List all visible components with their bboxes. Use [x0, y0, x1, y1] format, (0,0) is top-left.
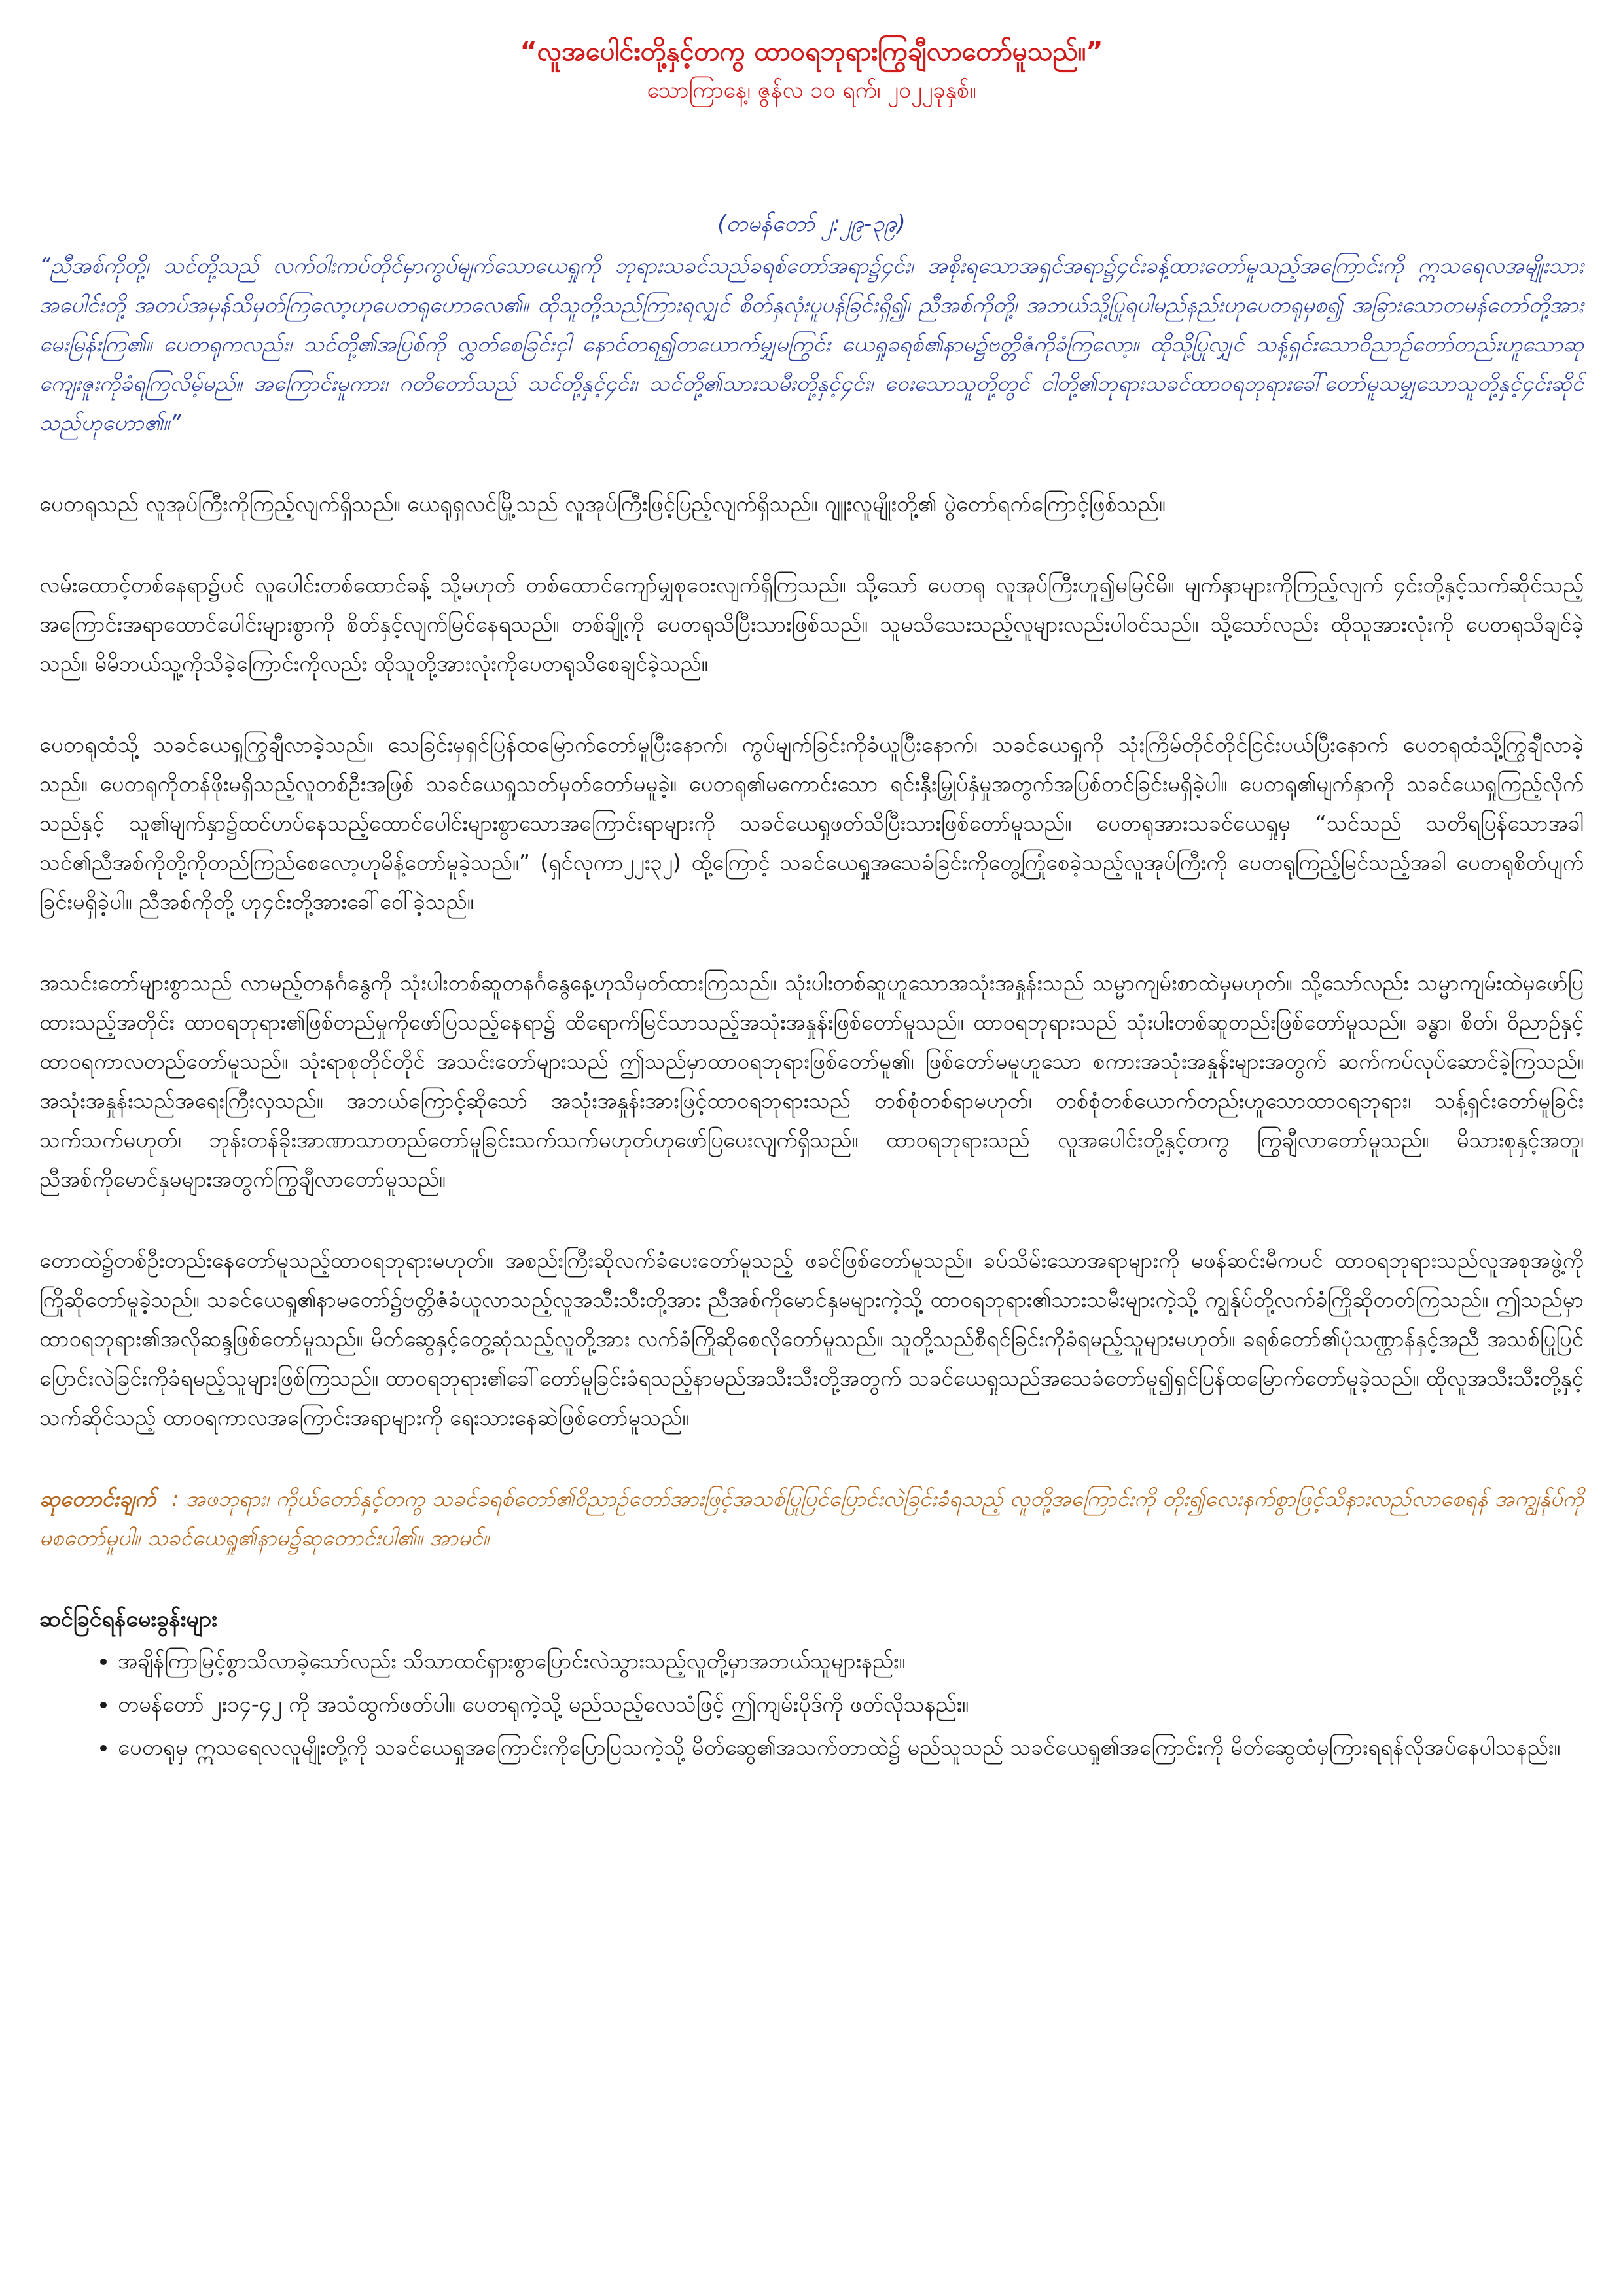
devotional-page: [39, 33, 1584, 1771]
question-item: • တမန်တော် ၂း၁၄-၄၂ ကို အသံထွက်ဖတ်ပါ။ ပေတရုကဲ့သို့ မည်သည့်လေသံဖြင့် ဤကျမ်းပိုဒ်ကို ဖတ်လိုသနည်း။: [118, 1685, 1584, 1724]
prayer-section: [39, 1479, 1584, 1558]
page-title: “လူအပေါင်းတို့နှင့်တကွ ထာဝရဘုရားကြွချီလာတော်မူသည်။”: [520, 37, 1103, 67]
scripture-text: “ညီအစ်ကိုတို့၊ သင်တို့သည် လက်ဝါးကပ်တိုင်မှာကွပ်မျက်သောယေရှုကို ဘုရားသခင်သည်ခရစ်တော်အရာ၌၄င်း၊ အစိုးရသောအရှင်အရာ၌၄င်းခန့်ထားတော်မူသည့်အကြောင်းကို ဣသရေလအမျိုးသားအပေါင်းတို့ အတပ်အမှန်သိမှတ်ကြလော့ဟုပေတရုဟောလေ၏။ ထိုသူတို့သည်ကြားရလျှင် စိတ်နှလုံးပူပန်ခြင်းရှိ၍၊ ညီအစ်ကိုတို့၊ အဘယ်သို့ပြုရပါမည်နည်းဟုပေတရုမှစ၍ အခြားသောတမန်တော်တို့အားမေးမြန်းကြ၏။ ပေတရုကလည်း၊ သင်တို့၏အပြစ်ကို လွှတ်စေခြင်းငှါ နောင်တရ၍တယောက်မျှမကြွင်း ယေရှုခရစ်၏နာမ၌ဗတ္တိဇံကိုခံကြလော့။ ထိုသို့ပြုလျှင် သန့်ရှင်းသောဝိညာဉ်တော်တည်းဟူသောဆုကျေးဇူးကိုခံရကြလိမ့်မည်။ အကြောင်းမူကား၊ ဂတိတော်သည် သင်တို့နှင့်၄င်း၊ သင်တို့၏သားသမီးတို့နှင့်၄င်း၊ ဝေးသောသူတို့တွင် ငါတို့၏ဘုရားသခင်ထာဝရဘုရားခေါ်တော်မူသမျှသောသူတို့နှင့်၄င်းဆိုင်သည်ဟုဟော၏။”: [39, 253, 1584, 435]
question-item: • ပေတရုမှ ဣသရေလလူမျိုးတို့ကို သခင်ယေရှုအကြောင်းကိုပြောပြသကဲ့သို့ မိတ်ဆွေ၏အသက်တာထဲ၌ မည်သူသည် သခင်ယေရှု၏အကြောင်းကို မိတ်ဆွေထံမှကြားရရန်လိုအပ်နေပါသနည်း။: [118, 1728, 1584, 1767]
prayer-text: : အဖဘုရား၊ ကိုယ်တော်နှင့်တကွ သခင်ခရစ်တော်၏ဝိညာဉ်တော်အားဖြင့်အသစ်ပြုပြင်ပြောင်းလဲခြင်းခံရသည့် လူတို့အကြောင်းကို တိုး၍လေးနက်စွာဖြင့်သိနားလည်လာစေရန် အကျွန်ုပ်ကိုမစတော်မူပါ။ သခင်ယေရှု၏နာမ၌ဆုတောင်းပါ၏။ အာမင်။: [39, 1486, 1584, 1551]
scripture-reference: (တမန်တော် ၂:၂၉-၃၉): [717, 211, 906, 237]
prayer-label: ဆုတောင်းချက်: [39, 1486, 156, 1511]
body-paragraph-5: တောထဲ၌တစ်ဦးတည်းနေတော်မူသည့်ထာဝရဘုရားမဟုတ်။ အစည်းကြီးဆိုလက်ခံပေးတော်မူသည့် ဖခင်ဖြစ်တော်မူသည်။ ခပ်သိမ်းသောအရာများကို မဖန်ဆင်းမီကပင် ထာဝရဘုရားသည်လူအစုအဖွဲ့ကိုကြိုဆိုတော်မူခဲ့သည်။ သခင်ယေရှု၏နာမတော်၌ဗတ္တိဇံခံယူလာသည့်လူအသီးသီးတို့အား ညီအစ်ကိုမောင်နှမများကဲ့သို့ ထာဝရဘုရား၏သားသမီးများကဲ့သို့ ကျွန်ုပ်တို့လက်ခံကြိုဆိုတတ်ကြသည်။ ဤသည်မှာ ထာဝရဘုရား၏အလိုဆန္ဒဖြစ်တော်မူသည်။ မိတ်ဆွေနှင့်တွေ့ဆုံသည့်လူတို့အား လက်ခံကြိုဆိုစေလိုတော်မူသည်။ သူတို့သည်စီရင်ခြင်းကိုခံရမည့်သူများမဟုတ်။ ခရစ်တော်၏ပုံသဏ္ဌာန်နှင့်အညီ အသစ်ပြုပြင်ပြောင်းလဲခြင်းကိုခံရမည့်သူများဖြစ်ကြသည်။ ထာဝရဘုရား၏ခေါ်တော်မူခြင်းခံရသည့်နာမည်အသီးသီးတို့အတွက် သခင်ယေရှုသည်အသေခံတော်မူ၍ရှင်ပြန်ထမြောက်တော်မူခဲ့သည်။ ထိုလူအသီးသီးတို့နှင့်သက်ဆိုင်သည့် ထာဝရကာလအကြောင်းအရာများကို ရေးသားနေဆဲဖြစ်တော်မူသည်။: [39, 1247, 1584, 1430]
body-paragraph-4: အသင်းတော်များစွာသည် လာမည့်တနင်္ဂနွေကို သုံးပါးတစ်ဆူတနင်္ဂနွေနေ့ဟုသိမှတ်ထားကြသည်။ သုံးပါးတစ်ဆူဟူသောအသုံးအနှုန်းသည် သမ္မာကျမ်းစာထဲမှမဟုတ်။ သို့သော်လည်း သမ္မာကျမ်းထဲမှဖော်ပြထားသည့်အတိုင်း ထာဝရဘုရား၏ဖြစ်တည်မှုကိုဖော်ပြသည့်နေရာ၌ ထိရောက်မြင်သာသည့်အသုံးအနှုန်းဖြစ်တော်မူသည်။ ထာဝရဘုရားသည် သုံးပါးတစ်ဆူတည်းဖြစ်တော်မူသည်။ ခန္ဓာ၊ စိတ်၊ ဝိညာဉ်နှင့်ထာဝရကာလတည်တော်မူသည်။ သုံးရာစုတိုင်တိုင် အသင်းတော်များသည် ဤသည်မှာထာဝရဘုရားဖြစ်တော်မူ၏၊ ဖြစ်တော်မမူဟူသော စကားအသုံးအနှုန်းများအတွက် ဆက်ကပ်လုပ်ဆောင်ခဲ့ကြသည်။ အသုံးအနှုန်းသည်အရေးကြီးလှသည်။ အဘယ်ကြောင့်ဆိုသော် အသုံးအနှုန်းအားဖြင့်ထာဝရဘုရားသည် တစ်စုံတစ်ရာမဟုတ်၊ တစ်စုံတစ်ယောက်တည်းဟူသောထာဝရဘုရား၊ သန့်ရှင်းတော်မူခြင်း သက်သက်မဟုတ်၊ ဘုန်းတန်ခိုးအာဏာသာတည်တော်မူခြင်းသက်သက်မဟုတ်ဟုဖော်ပြပေးလျက်ရှိသည်။ ထာဝရဘုရားသည် လူအပေါင်းတို့နှင့်တကွ ကြွချီလာတော်မူသည်။ မိသားစုနှင့်အတူ၊ ညီအစ်ကိုမောင်နှမများအတွက်ကြွချီလာတော်မူသည်။: [39, 970, 1584, 1192]
devotional-date: သောကြာနေ့၊ ဇွန်လ ၁၀ ရက်၊ ၂၀၂၂ခုနှစ်။: [647, 77, 976, 103]
body-paragraph-3: ပေတရုထံသို့ သခင်ယေရှုကြွချီလာခဲ့သည်။ သေခြင်းမှရှင်ပြန်ထမြောက်တော်မူပြီးနောက်၊ ကွပ်မျက်ခြင်းကိုခံယူပြီးနောက်၊ သခင်ယေရှုကို သုံးကြိမ်တိုင်တိုင်ငြင်းပယ်ပြီးနောက် ပေတရုထံသို့ကြွချီလာခဲ့သည်။ ပေတရုကိုတန်ဖိုးမရှိသည့်လူတစ်ဦးအဖြစ် သခင်ယေရှုသတ်မှတ်တော်မမူခဲ့။ ပေတရု၏မကောင်းသော ရင်းနှီးမြှုပ်နှံမှုအတွက်အပြစ်တင်ခြင်းမရှိခဲ့ပါ။ ပေတရု၏မျက်နှာကို သခင်ယေရှုကြည့်လိုက်သည်နှင့် သူ၏မျက်နှာ၌ထင်ဟပ်နေသည့်ထောင်ပေါင်းများစွာသောအကြောင်းရာများကို သခင်ယေရှုဖတ်သိပြီးသားဖြစ်တော်မူသည်။ ပေတရုအားသခင်ယေရှုမှ “သင်သည် သတိရပြန်သောအခါ သင်၏ညီအစ်ကိုတို့ကိုတည်ကြည်စေလော့ဟုမိန့်တော်မူခဲ့သည်။” (ရှင်လုကာ၂၂း၃၂) ထို့ကြောင့် သခင်ယေရှုအသေခံခြင်းကိုတွေ့ကြုံစေခဲ့သည့်လူအုပ်ကြီးကို ပေတရုကြည့်မြင်သည့်အခါ ပေတရုစိတ်ပျက်ခြင်းမရှိခဲ့ပါ။ ညီအစ်ကိုတို့ ဟု၄င်းတို့အားခေါ်ဝေါ်ခဲ့သည်။: [39, 732, 1584, 914]
question-item: • အချိန်ကြာမြင့်စွာသိလာခဲ့သော်လည်း သိသာထင်ရှားစွာပြောင်းလဲသွားသည့်လူတို့မှာအဘယ်သူများနည်း။: [118, 1641, 1584, 1681]
body-paragraph-2: လမ်းထောင့်တစ်နေရာ၌ပင် လူပေါင်းတစ်ထောင်ခန့် သို့မဟုတ် တစ်ထောင်ကျော်မျှစုဝေးလျက်ရှိကြသည်။ သို့သော် ပေတရု လူအုပ်ကြီးဟူ၍မမြင်မိ။ မျက်နှာများကိုကြည့်လျက် ၄င်းတို့နှင့်သက်ဆိုင်သည့်အကြောင်းအရာထောင်ပေါင်းများစွာကို စိတ်နှင့်လျက်မြင်နေရသည်။ တစ်ချို့ကို ပေတရုသိပြီးသားဖြစ်သည်။ သူမသိသေးသည့်လူများလည်းပါဝင်သည်။ သို့သော်လည်း ထိုသူအားလုံးကို ပေတရုသိချင်ခဲ့သည်။ မိမိဘယ်သူ့ကိုသိခဲ့ကြောင်းကိုလည်း ထိုသူတို့အားလုံးကိုပေတရုသိစေချင်ခဲ့သည်။: [39, 572, 1584, 676]
questions-heading: ဆင်ခြင်ရန်မေးခွန်းများ: [39, 1606, 217, 1632]
body-paragraph-1: ပေတရုသည် လူအုပ်ကြီးကိုကြည့်လျက်ရှိသည်။ ယေရုရှလင်မြို့သည် လူအုပ်ကြီးဖြင့်ပြည့်လျက်ရှိသည်။ ဂျူးလူမျိုးတို့၏ ပွဲတော်ရက်ကြောင့်ဖြစ်သည်။: [39, 491, 1166, 516]
questions-list: [39, 1641, 1584, 1767]
